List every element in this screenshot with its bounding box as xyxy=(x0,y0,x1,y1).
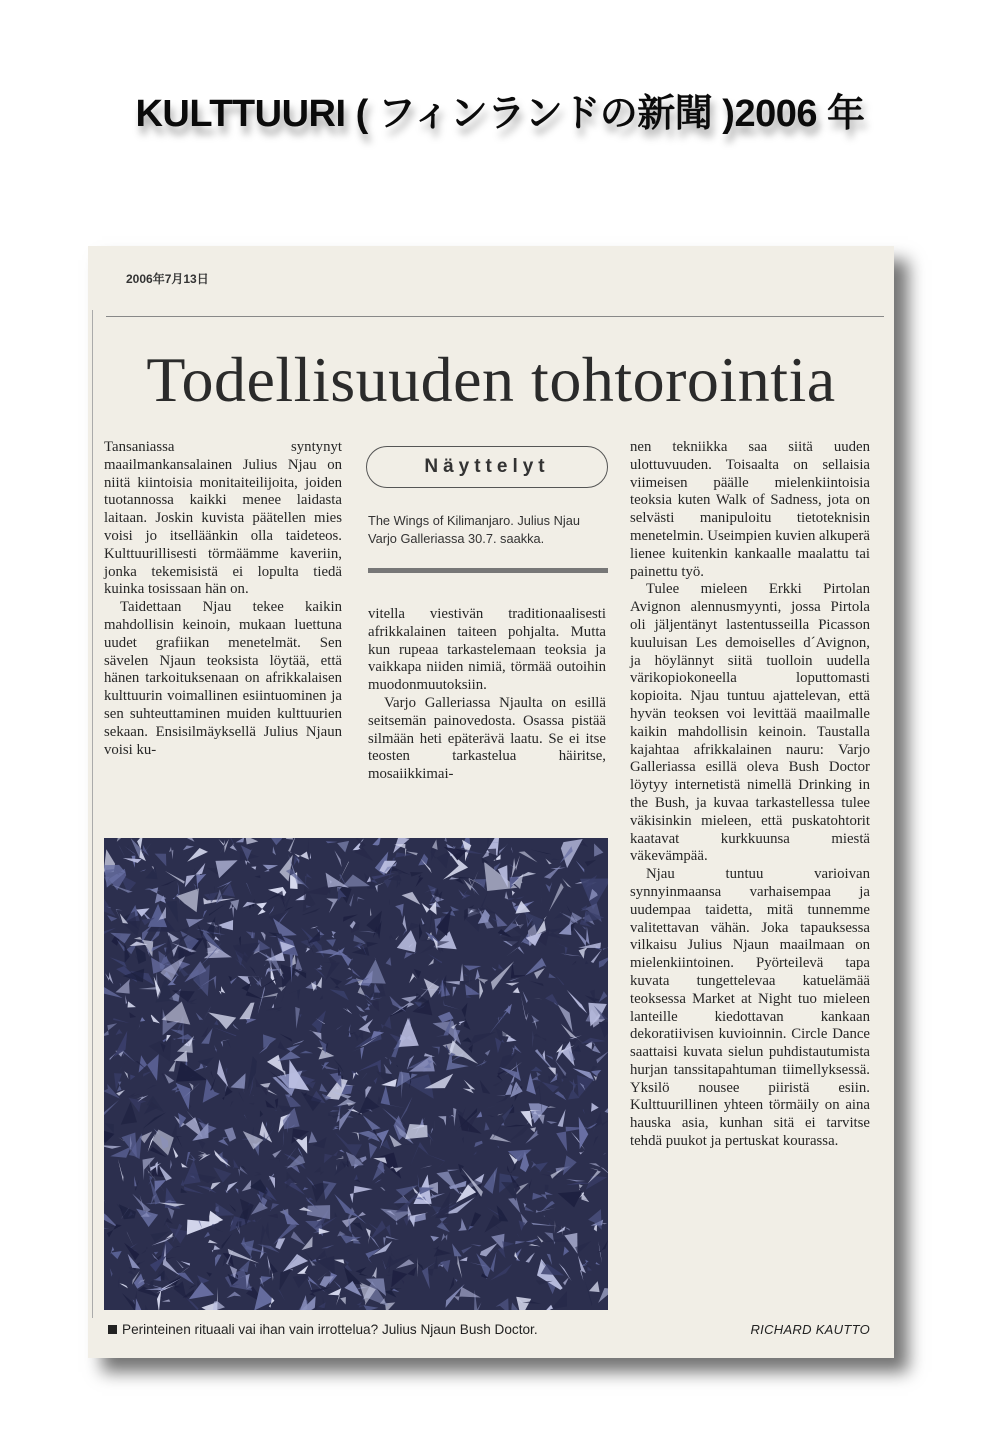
paragraph: Tansaniassa syntynyt maailmankansalainen Julius Njau on niitä kiintoisia monitaiteilijoita, joiden tuotannossa kaikki menee laidasta laitaan. Joskin kuvista päätellen mies voisi jo itselläänkin olla taideteos. Kulttuurillisesti törmäämme kaveriin, jonka tekemisistä ei lopulta tiedä kuinka tosissaan hän on. xyxy=(104,439,342,598)
article-column-2 xyxy=(368,606,606,784)
top-divider xyxy=(106,316,884,317)
paragraph: Njau tuntuu varioivan synnyinmaansa varhaisempaa ja uudempaa taidetta, mitä tunnemme valitettavan vähän. Joka tapauksessa vilkaisu Julius Njaun maailmaan on mielenkiintoinen. Pyörteilevä tapa kuvata tungettelevaa katuelämää teoksessa Market at Night tuo mieleen lanteille kiedottavan kankaan dekoratiivisen kuvioinnin. Circle Dance saattaisi kuvata sielun puhdistautumista hurjan tanssitapahtuman tiimellyksessä. Yksilö nousee piiristä esiin. Kulttuurillinen yhteen törmäily on aina hauska asia, kunhan sitä ei tarvitse tehdä puukot ja pertuskat kourassa. xyxy=(630,866,870,1150)
article-column-3 xyxy=(630,439,870,1151)
page-banner-title: KULTTUURI ( フィンランドの新聞 )2006 年 xyxy=(135,93,865,135)
exhibition-info: The Wings of Kilimanjaro. Julius Njau Varjo Galleriassa 30.7. saakka. xyxy=(368,513,580,546)
paragraph: Varjo Galleriassa Njaulta on esillä seitsemän painovedosta. Osassa pistää silmään heti epäterävä laatu. Se ei itse teosten tarkastelua häiritse, mosaiikkimai- xyxy=(368,694,606,783)
byline: RICHARD KAUTTO xyxy=(750,1322,870,1337)
paragraph: Tulee mieleen Erkki Pirtolan Avignon alennusmyynti, jossa Pirtola oli jäljentänyt lastentusseilla Picasson kuuluisan Les demoiselles d´Avignon, ja höylännyt siitä tuolloin uudella värikopiokoneella loputtomasti kopioita. Njau tuntuu ajattelevan, että hyvän teoksen voi levittää maailmalle kaikin mahdollisin keinoin. Taustalla kajahtaa afrikkalainen nauru: Varjo Galleriassa esillä oleva Bush Doctor löytyy internetistä nimellä Drinking in the Bush, ja kuvaa tarkastellessa tulee väkisinkin mieleen, että puskatohtorit kaatavat kurkkuunsa miestä väkevämpää. xyxy=(630,581,870,865)
artwork-photo xyxy=(104,838,608,1310)
headline: Todellisuuden tohtorointia xyxy=(146,344,836,415)
caption-square-icon xyxy=(108,1325,117,1334)
photo-caption xyxy=(108,1322,538,1337)
article-column-1 xyxy=(104,439,342,759)
clipping-date: 2006年7月13日 xyxy=(126,272,209,286)
bush-doctor-artwork xyxy=(104,838,608,1310)
newspaper-clipping xyxy=(88,246,894,1358)
caption-text: Perinteinen rituaali vai ihan vain irrottelua? Julius Njaun Bush Doctor. xyxy=(122,1322,538,1337)
paragraph: Taidettaan Njau tekee kaikin mahdollisin keinoin, mukaan luettuna uudet grafiikan menetelmät. Sen sävelen Njaun teoksista löytää, että hänen tarkoituksenaan on afrikkalaisen kulttuurin voimallinen esiintuominen ja sen suhteuttaminen muiden kulttuurien sekaan. Ensisilmäyksellä Julius Njaun voisi ku- xyxy=(104,599,342,758)
left-divider xyxy=(92,310,93,1318)
paragraph: nen tekniikka saa siitä uuden ulottuvuuden. Toisaalta on sellaisia viimeisen päälle mielenkiintoisia teoksia kuten Walk of Sadness, jota on selvästi manipuloitu tietoteknisin menetelmin. Useimpien kuvien alkuperä lienee kuitenkin kankaalle maalattu tai painettu työ. xyxy=(630,439,870,580)
section-label: Näyttelyt xyxy=(366,446,608,488)
info-divider xyxy=(368,568,608,573)
paragraph: vitella viestivän traditionaalisesti afrikkalainen taiteen pohjalta. Mutta kun rupeaa tarkastelemaan teoksia ja vaikkapa niiden nimiä, törmää outoihin muodonmuutoksiin. xyxy=(368,606,606,694)
